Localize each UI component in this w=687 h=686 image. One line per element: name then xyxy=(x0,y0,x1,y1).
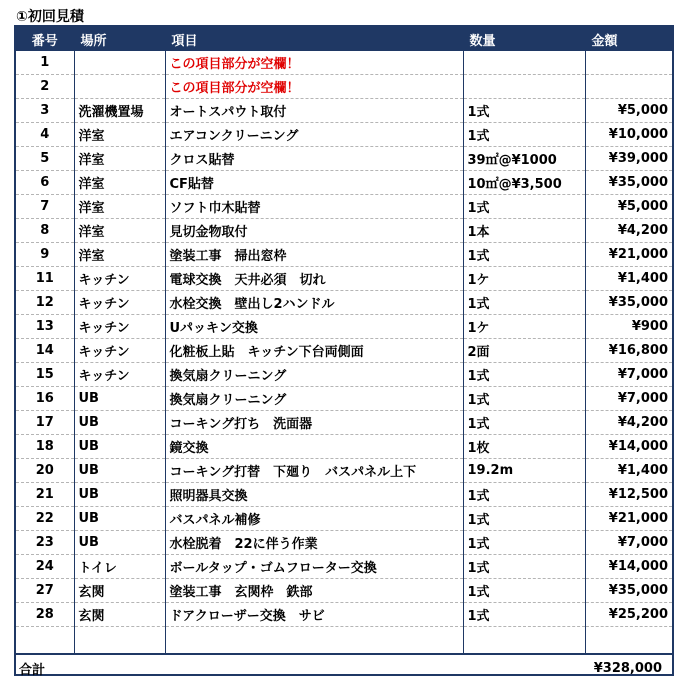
cell-place[interactable]: 洗濯機置場 xyxy=(74,99,165,123)
cell-place[interactable] xyxy=(74,75,165,99)
cell-qty[interactable]: 1式 xyxy=(463,123,585,147)
cell-qty[interactable]: 1式 xyxy=(463,579,585,603)
header-amount[interactable]: 金額 xyxy=(585,27,672,51)
cell-place[interactable]: 玄関 xyxy=(74,579,165,603)
cell-no[interactable]: 3 xyxy=(16,99,74,123)
table-row xyxy=(16,411,672,435)
total-amount[interactable]: ¥328,000 xyxy=(463,654,672,682)
cell-qty[interactable]: 1式 xyxy=(463,243,585,267)
table-row xyxy=(16,363,672,387)
cell-amount[interactable]: ¥4,200 xyxy=(585,411,672,435)
cell-no[interactable]: 12 xyxy=(16,291,74,315)
sheet-title: ①初回見積 xyxy=(16,9,84,25)
cell-place[interactable]: キッチン xyxy=(74,267,165,291)
cell-place[interactable]: キッチン xyxy=(74,339,165,363)
cell-no[interactable]: 14 xyxy=(16,339,74,363)
table-row xyxy=(16,75,672,99)
cell-place[interactable]: 玄関 xyxy=(74,603,165,627)
cell-item[interactable]: ボールタップ・ゴムフローター交換 xyxy=(165,555,463,579)
cell-qty[interactable]: 1式 xyxy=(463,291,585,315)
cell-item[interactable] xyxy=(165,627,463,655)
total-row xyxy=(16,654,672,682)
cell-no[interactable]: 6 xyxy=(16,171,74,195)
cell-item[interactable]: オートスパウト取付 xyxy=(165,99,463,123)
cell-no[interactable]: 15 xyxy=(16,363,74,387)
cell-amount[interactable]: ¥4,200 xyxy=(585,219,672,243)
cell-place[interactable]: 洋室 xyxy=(74,195,165,219)
cell-amount[interactable]: ¥7,000 xyxy=(585,363,672,387)
cell-qty[interactable]: 1式 xyxy=(463,195,585,219)
cell-amount[interactable]: ¥1,400 xyxy=(585,267,672,291)
cell-place[interactable]: 洋室 xyxy=(74,243,165,267)
cell-item[interactable]: 塗装工事 掃出窓枠 xyxy=(165,243,463,267)
cell-item[interactable]: ソフト巾木貼替 xyxy=(165,195,463,219)
cell-amount[interactable]: ¥14,000 xyxy=(585,435,672,459)
cell-item[interactable]: この項目部分が空欄！ xyxy=(165,75,463,99)
cell-place[interactable]: UB xyxy=(74,459,165,483)
cell-amount[interactable]: ¥25,200 xyxy=(585,603,672,627)
cell-qty[interactable]: 1式 xyxy=(463,411,585,435)
cell-item[interactable]: この項目部分が空欄！ xyxy=(165,51,463,75)
header-item[interactable]: 項目 xyxy=(165,27,463,51)
cell-qty[interactable]: 1式 xyxy=(463,555,585,579)
cell-qty[interactable] xyxy=(463,75,585,99)
table-row xyxy=(16,171,672,195)
cell-no[interactable]: 1 xyxy=(16,51,74,75)
cell-item[interactable]: 化粧板上貼 キッチン下台両側面 xyxy=(165,339,463,363)
cell-no[interactable]: 17 xyxy=(16,411,74,435)
table-row xyxy=(16,123,672,147)
cell-no[interactable]: 27 xyxy=(16,579,74,603)
table-row xyxy=(16,435,672,459)
cell-qty[interactable]: 1式 xyxy=(463,507,585,531)
cell-qty[interactable]: 1式 xyxy=(463,603,585,627)
table-row xyxy=(16,483,672,507)
cell-item[interactable]: コーキング打ち 洗面器 xyxy=(165,411,463,435)
cell-qty[interactable]: 10㎡@¥3,500 xyxy=(463,171,585,195)
cell-no[interactable]: 13 xyxy=(16,315,74,339)
cell-place[interactable]: UB xyxy=(74,483,165,507)
table-row xyxy=(16,291,672,315)
table-row xyxy=(16,51,672,75)
cell-qty[interactable]: 1式 xyxy=(463,99,585,123)
cell-place[interactable]: トイレ xyxy=(74,555,165,579)
cell-amount[interactable] xyxy=(585,51,672,75)
cell-item[interactable]: 水栓脱着 22に伴う作業 xyxy=(165,531,463,555)
cell-no[interactable]: 28 xyxy=(16,603,74,627)
cell-no[interactable]: 5 xyxy=(16,147,74,171)
cell-amount[interactable]: ¥1,400 xyxy=(585,459,672,483)
cell-qty[interactable]: 2面 xyxy=(463,339,585,363)
cell-no[interactable]: 18 xyxy=(16,435,74,459)
cell-no[interactable]: 8 xyxy=(16,219,74,243)
cell-qty[interactable]: 1ケ xyxy=(463,315,585,339)
cell-amount[interactable]: ¥35,000 xyxy=(585,171,672,195)
cell-amount[interactable]: ¥35,000 xyxy=(585,579,672,603)
cell-place[interactable]: 洋室 xyxy=(74,219,165,243)
cell-place[interactable]: キッチン xyxy=(74,363,165,387)
table-row xyxy=(16,459,672,483)
cell-no[interactable]: 20 xyxy=(16,459,74,483)
cell-item[interactable]: 見切金物取付 xyxy=(165,219,463,243)
cell-place[interactable]: 洋室 xyxy=(74,147,165,171)
cell-qty[interactable]: 1式 xyxy=(463,363,585,387)
total-spacer xyxy=(165,654,463,682)
cell-place[interactable]: キッチン xyxy=(74,315,165,339)
cell-place[interactable]: UB xyxy=(74,387,165,411)
header-qty[interactable]: 数量 xyxy=(463,27,585,51)
cell-item[interactable]: 換気扇クリーニング xyxy=(165,363,463,387)
table-row xyxy=(16,339,672,363)
cell-qty[interactable]: 1枚 xyxy=(463,435,585,459)
cell-amount[interactable] xyxy=(585,627,672,655)
cell-amount[interactable]: ¥900 xyxy=(585,315,672,339)
blank-row xyxy=(16,627,672,655)
cell-amount[interactable]: ¥7,000 xyxy=(585,531,672,555)
table-row xyxy=(16,147,672,171)
cell-amount[interactable]: ¥5,000 xyxy=(585,195,672,219)
cell-amount[interactable] xyxy=(585,75,672,99)
cell-no[interactable]: 21 xyxy=(16,483,74,507)
table-row xyxy=(16,507,672,531)
cell-qty[interactable]: 19.2m xyxy=(463,459,585,483)
table-row xyxy=(16,315,672,339)
cell-place[interactable] xyxy=(74,51,165,75)
cell-place[interactable]: UB xyxy=(74,507,165,531)
cell-amount[interactable]: ¥21,000 xyxy=(585,507,672,531)
table-row xyxy=(16,555,672,579)
table-row xyxy=(16,219,672,243)
header-place[interactable]: 場所 xyxy=(74,27,165,51)
estimate-table-frame xyxy=(14,25,674,676)
cell-no[interactable]: 24 xyxy=(16,555,74,579)
table-row xyxy=(16,195,672,219)
cell-item[interactable]: 水栓交換 壁出し2ハンドル xyxy=(165,291,463,315)
cell-qty[interactable]: 1式 xyxy=(463,387,585,411)
cell-item[interactable]: Uパッキン交換 xyxy=(165,315,463,339)
cell-item[interactable]: 塗装工事 玄関枠 鉄部 xyxy=(165,579,463,603)
cell-item[interactable]: ドアクローザー交換 サビ xyxy=(165,603,463,627)
table-row xyxy=(16,99,672,123)
cell-qty[interactable] xyxy=(463,51,585,75)
estimate-table xyxy=(16,27,672,682)
cell-place[interactable]: キッチン xyxy=(74,291,165,315)
cell-no[interactable]: 22 xyxy=(16,507,74,531)
cell-item[interactable]: 電球交換 天井必須 切れ xyxy=(165,267,463,291)
cell-no[interactable]: 11 xyxy=(16,267,74,291)
header-row xyxy=(16,27,672,51)
table-row xyxy=(16,387,672,411)
cell-qty[interactable]: 1式 xyxy=(463,483,585,507)
cell-amount[interactable]: ¥35,000 xyxy=(585,291,672,315)
cell-no[interactable]: 7 xyxy=(16,195,74,219)
cell-place[interactable]: UB xyxy=(74,411,165,435)
cell-amount[interactable]: ¥39,000 xyxy=(585,147,672,171)
cell-item[interactable]: コーキング打替 下廻り バスパネル上下 xyxy=(165,459,463,483)
cell-no[interactable]: 23 xyxy=(16,531,74,555)
cell-no[interactable]: 9 xyxy=(16,243,74,267)
cell-no[interactable]: 2 xyxy=(16,75,74,99)
cell-no[interactable] xyxy=(16,627,74,655)
cell-place[interactable]: 洋室 xyxy=(74,171,165,195)
table-row xyxy=(16,531,672,555)
cell-item[interactable]: クロス貼替 xyxy=(165,147,463,171)
table-row xyxy=(16,603,672,627)
cell-qty[interactable] xyxy=(463,627,585,655)
cell-item[interactable]: CF貼替 xyxy=(165,171,463,195)
cell-qty[interactable]: 1式 xyxy=(463,531,585,555)
cell-place[interactable]: 洋室 xyxy=(74,123,165,147)
cell-qty[interactable]: 1ケ xyxy=(463,267,585,291)
cell-amount[interactable]: ¥10,000 xyxy=(585,123,672,147)
cell-item[interactable]: 鏡交換 xyxy=(165,435,463,459)
cell-place[interactable]: UB xyxy=(74,435,165,459)
cell-item[interactable]: 照明器具交換 xyxy=(165,483,463,507)
cell-amount[interactable]: ¥5,000 xyxy=(585,99,672,123)
cell-amount[interactable]: ¥14,000 xyxy=(585,555,672,579)
cell-item[interactable]: 換気扇クリーニング xyxy=(165,387,463,411)
cell-amount[interactable]: ¥12,500 xyxy=(585,483,672,507)
cell-qty[interactable]: 1本 xyxy=(463,219,585,243)
cell-amount[interactable]: ¥16,800 xyxy=(585,339,672,363)
header-no[interactable]: 番号 xyxy=(16,27,74,51)
cell-item[interactable]: エアコンクリーニング xyxy=(165,123,463,147)
cell-no[interactable]: 16 xyxy=(16,387,74,411)
table-row xyxy=(16,579,672,603)
cell-place[interactable]: UB xyxy=(74,531,165,555)
cell-qty[interactable]: 39㎡@¥1000 xyxy=(463,147,585,171)
cell-place[interactable] xyxy=(74,627,165,655)
cell-no[interactable]: 4 xyxy=(16,123,74,147)
cell-item[interactable]: バスパネル補修 xyxy=(165,507,463,531)
table-row xyxy=(16,243,672,267)
cell-amount[interactable]: ¥21,000 xyxy=(585,243,672,267)
total-label[interactable]: 合計 xyxy=(16,654,165,682)
cell-amount[interactable]: ¥7,000 xyxy=(585,387,672,411)
table-row xyxy=(16,267,672,291)
